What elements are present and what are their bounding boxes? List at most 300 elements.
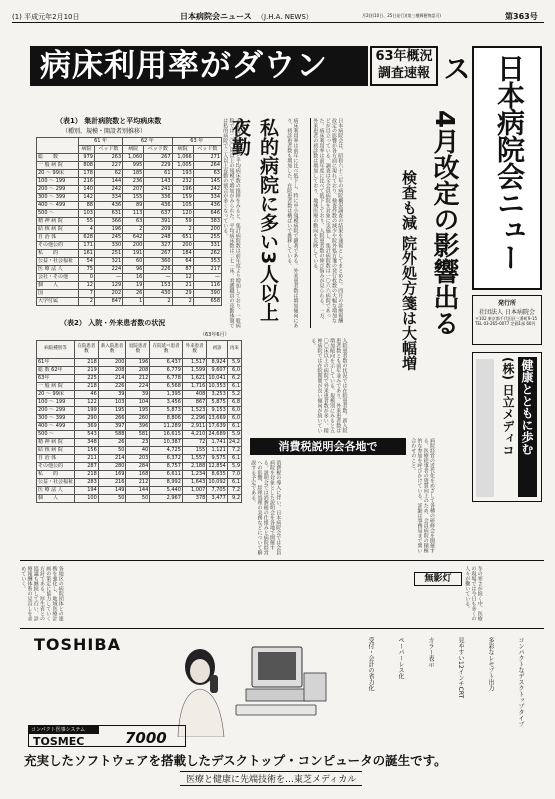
table2-row-label: 63年 <box>37 375 75 383</box>
table2-cell: 16,615 <box>150 431 183 439</box>
desktop-computer-icon <box>230 643 330 723</box>
table1-cell: 2 <box>144 298 172 306</box>
table1-year-62: 62 年 <box>123 138 172 146</box>
table1-cell: 113 <box>123 210 144 218</box>
table1-cell: 262 <box>193 250 221 258</box>
table1-cell: 96 <box>123 266 144 274</box>
table2-row-label: 個 人 <box>37 495 75 503</box>
table1-cell: 226 <box>144 266 172 274</box>
table2-cell: 156 <box>75 447 99 455</box>
tax-headline: 消費税説明会各地で <box>278 440 378 453</box>
table2-row-label: 結 核 病 院 <box>37 447 75 455</box>
table1-cell: 229 <box>144 162 172 170</box>
table2-cell: 6,0 <box>227 415 241 423</box>
table2-cell: 581 <box>126 431 150 439</box>
table2-row <box>37 415 242 423</box>
table2-row-label: 私 的 <box>37 471 75 479</box>
table1-cell: 202 <box>94 290 122 298</box>
table2-cell: 46 <box>75 391 99 399</box>
toshiba-ad <box>20 628 544 786</box>
table1-cell: 236 <box>123 178 144 186</box>
table2-cell: 10,387 <box>150 439 183 447</box>
table1-cell: 642 <box>123 234 144 242</box>
paper-name: 日本病院会ニュース <box>180 12 252 21</box>
table2-cell: 9,2 <box>227 495 241 503</box>
table1-cell: 2 <box>123 226 144 234</box>
table2-cell: 287 <box>75 463 99 471</box>
table2-cell: 149 <box>98 487 126 495</box>
main-subhead: 検査も減 院外処方箋は大幅増 <box>400 170 418 371</box>
table2-cell: 2,188 <box>182 463 206 471</box>
table1-cell: 2 <box>172 226 193 234</box>
table1-cell: — <box>193 274 221 282</box>
table2-cell: 9,607 <box>207 367 228 375</box>
table1-cell: 63 <box>193 170 221 178</box>
lead-banner-text: 病床利用率がダウン <box>40 48 328 84</box>
computer-illustration <box>230 643 330 723</box>
table1-cell: 631 <box>94 210 122 218</box>
table2-cell: 1,621 <box>182 375 206 383</box>
table1-cell: 200 <box>123 242 144 250</box>
table1-row-label: 300 ～ 399 <box>37 194 79 202</box>
table1-cell: 391 <box>144 218 172 226</box>
table1-cell: 140 <box>79 186 95 194</box>
table2-col-header: 在院患者数 <box>75 341 99 359</box>
table1-cell: 267 <box>144 154 172 162</box>
table1-row <box>37 250 222 258</box>
table2-cell: 5,2 <box>227 391 241 399</box>
table1-cell: 271 <box>193 154 221 162</box>
bottom-body-text: 各地区の病院団体との連携を強化し、地域医療計画の策定に協力していく方針である。厚生省との協議も継続して行い、診療報酬体系の見直しを求めていく。 <box>20 566 64 621</box>
table1-cell: 142 <box>79 194 95 202</box>
table2-cell: 7,2 <box>227 487 241 495</box>
table2-cell: 212 <box>126 375 150 383</box>
feature-item: 見やすい12インチCRT <box>457 637 464 699</box>
table2-cell: 216 <box>98 479 126 487</box>
table2-row <box>37 375 242 383</box>
table2-row <box>37 447 242 455</box>
table1-row-label: 400 ～ 499 <box>37 202 79 210</box>
table2-row-label: 医 療 法 人 <box>37 487 75 495</box>
table1-cell: 209 <box>144 226 172 234</box>
table1-cell: 847 <box>94 298 122 306</box>
table2-col-header: 外来患者数 <box>182 341 206 359</box>
table2-row-label: その他公的 <box>37 463 75 471</box>
table2-cell: 9,575 <box>207 455 228 463</box>
table2-row <box>37 463 242 471</box>
table1-cell: 255 <box>193 234 221 242</box>
table2-cell: 225 <box>75 375 99 383</box>
table2-cell: 12,854 <box>208 463 226 469</box>
table2-cell: 6,568 <box>150 383 183 391</box>
table1-cell: 19 <box>123 282 144 290</box>
page-date: (1) 平成元年2月10日 <box>12 13 80 21</box>
table2-cell: 6,1 <box>227 383 241 391</box>
column-title-box <box>414 572 462 586</box>
table2-cell: 11,289 <box>150 423 183 431</box>
table1-cell: 334 <box>193 194 221 202</box>
table1-row-label: 500 ～ <box>37 210 79 218</box>
table1-cell: 4 <box>79 226 95 234</box>
table2-row-label: 100 ～ 199 <box>37 399 75 407</box>
table2-row-label: 200 ～ 299 <box>37 407 75 415</box>
table2-cell: 6,0 <box>227 407 241 415</box>
table2-row <box>37 367 242 375</box>
table2-row <box>37 359 242 367</box>
table1-row <box>37 210 222 218</box>
table2-row <box>37 407 242 415</box>
table1-cell: 360 <box>144 258 172 266</box>
feature-item: 多彩なレセプト出力 <box>487 637 494 691</box>
table1-cell: 145 <box>193 178 221 186</box>
toshiba-headline: 充実したソフトウェアを搭載したデスクトップ・コンピュータの誕生です。 <box>24 753 447 768</box>
toshiba-brand: TOSHIBA <box>34 635 121 654</box>
publisher-name: 社団法人 日本病院会 <box>479 309 535 316</box>
table1-cell: 191 <box>123 250 144 258</box>
table2-row <box>37 391 242 399</box>
table1-col-header: ベッド数 <box>94 146 122 154</box>
table1-row <box>37 258 222 266</box>
feature-item: ペーパーレス化 <box>397 637 404 679</box>
table1-cell: 2 <box>79 298 95 306</box>
table1-cell: 646 <box>193 210 221 218</box>
table1-row <box>37 266 222 274</box>
table1-row <box>37 162 222 170</box>
table1-cell: 232 <box>172 178 193 186</box>
table1-cell: 161 <box>79 250 95 258</box>
table1-cell: 334 <box>94 194 122 202</box>
publisher-box <box>472 295 542 345</box>
table1-cell: 1 <box>123 298 144 306</box>
table2-row <box>37 455 242 463</box>
table2-cell: 3,477 <box>207 495 228 503</box>
table1-row <box>37 154 222 162</box>
table2-cell: 396 <box>126 423 150 431</box>
table2-row-label: 公益・社会福祉 <box>38 479 74 485</box>
table2-cell: 5,873 <box>150 407 183 415</box>
table1-cell: 62 <box>94 170 122 178</box>
tax-body-text: 消費税の導入に伴い、日本病院会では会員病院を対象とした説明会を各地で開催する。説明会では消費税の仕組みと病院経営への影響、経理処理の実務などについて解説する予定である。 <box>250 460 282 555</box>
table1-col-header: 病院 <box>79 146 95 154</box>
table2-cell: 6,8 <box>227 399 241 407</box>
table2-cell: 218 <box>75 471 99 479</box>
table1-cell: 12 <box>172 274 193 282</box>
table2-cell: 397 <box>98 423 126 431</box>
table2-cell: 1,643 <box>182 479 206 487</box>
lead-banner <box>30 46 368 86</box>
table2-row-label: 20 ～ 99床 <box>37 391 75 399</box>
table2-cell: 24,2 <box>228 439 240 445</box>
table1-row-label: 個 人 <box>37 282 79 290</box>
table2-note: （63年6月） <box>200 332 230 338</box>
table2-cell: 155 <box>182 447 206 455</box>
table2-cell: 1,234 <box>182 471 206 479</box>
feature-item: コンパクトなデスクトップタイプ <box>517 637 524 727</box>
table2-cell: 7,705 <box>207 487 228 495</box>
table2-cell: 1,716 <box>182 383 206 391</box>
table1-cell: 353 <box>193 258 221 266</box>
table1-cell: 159 <box>172 194 193 202</box>
table1-cell: 227 <box>94 162 122 170</box>
table2-col-header: 初診 <box>207 341 228 359</box>
table2 <box>36 340 242 503</box>
table2-cell: 6,437 <box>150 359 183 367</box>
table1-cell: 808 <box>79 162 95 170</box>
table1-row <box>37 194 222 202</box>
table2-col-header: 退院患者数 <box>126 341 150 359</box>
table2-cell: 214 <box>98 375 126 383</box>
table1-cell: 242 <box>94 186 122 194</box>
table2-cell: 39 <box>98 391 126 399</box>
table1-row <box>37 274 222 282</box>
table1-cell: 178 <box>79 170 95 178</box>
table2-cell: 17,639 <box>208 423 226 429</box>
lead-tag-line1: 63年概況 <box>375 49 433 64</box>
table1-cell: 120 <box>172 210 193 218</box>
table1-cell: 89 <box>123 202 144 210</box>
table1-cell: 390 <box>193 290 221 298</box>
table2-cell: 72 <box>182 439 206 447</box>
table2-cell: 10,353 <box>208 383 226 389</box>
table1-cell: 383 <box>193 218 221 226</box>
tax-headline-box <box>250 438 406 455</box>
table1-cell: 196 <box>172 186 193 194</box>
table2-cell: 13,669 <box>208 415 226 421</box>
table1-cell: 184 <box>172 250 193 258</box>
table2-cell: 1,395 <box>150 391 183 399</box>
table1-cell: 979 <box>79 154 95 162</box>
table1-cell: 637 <box>144 210 172 218</box>
main-body-text: 日本病院会は、昭和六十三年の病院概況調査の結果を速報としてまとめた。四月の診療報酬改定の影響が各方面に現れており、検査件数の減少や院外処方箋の発行枚数の大幅な増加などが目立っている。調査は全会員病院を対象に実施し、集計病院数は一〇六六病院であった。病床利用率は前年度に比べて低下しており、入院患者数の伸び悩みが見られる。一方、外来患者の初診数は増加しており、地域医療の動向を反映している。 <box>312 118 344 323</box>
table2-cell: 4,725 <box>150 447 183 455</box>
table2-cell: 10,041 <box>208 375 226 381</box>
table1-cell: 12 <box>79 282 95 290</box>
table1-cell: — <box>144 274 172 282</box>
table2-row-label: 自 治 体 <box>37 455 75 463</box>
table2-cell: 50 <box>98 495 126 503</box>
table2-col-header: 再来 <box>227 341 241 359</box>
table2-cell: 8,924 <box>207 359 228 367</box>
table1-cell: 241 <box>144 186 172 194</box>
table1-cell: 366 <box>94 218 122 226</box>
table1-cell: 263 <box>94 154 122 162</box>
table2-cell: 5,440 <box>150 487 183 495</box>
table2-cell: 348 <box>75 439 99 447</box>
table2-cell: 1,121 <box>207 447 228 455</box>
table2-cell: 8,757 <box>150 463 183 471</box>
table2-row <box>37 423 242 431</box>
table2-cell: 6,372 <box>150 455 183 463</box>
table2-cell: 196 <box>126 359 150 367</box>
table1-cell: 103 <box>79 210 95 218</box>
table2-row-label: 総 数 62年 <box>37 367 75 375</box>
table2-cell: 1,517 <box>182 359 206 367</box>
table1-year-61: 61 年 <box>79 138 123 146</box>
table2-cell: 8,635 <box>207 471 228 479</box>
table1-cell: 153 <box>144 282 172 290</box>
issue-info: 月2回(10日、25日発行)(第三種郵便物認可) <box>362 13 441 18</box>
table2-row <box>37 479 242 487</box>
table1-row-label: 20 ～ 99床 <box>37 170 79 178</box>
table2-title: （表2） 入院・外来患者数の状況 <box>60 319 166 327</box>
right-body-text: 病院経営の近代化をめざして各種の研修会を開催する。医療従事者の資質向上のため、会員病院の積極的な参加を呼びかけている。詳細は事務局まで問い合わせのこと。 <box>410 438 435 553</box>
table2-cell: 211 <box>75 455 99 463</box>
table2-cell: 50 <box>98 447 126 455</box>
table2-row <box>37 439 242 447</box>
table1-row-label: 総 数 <box>37 154 79 162</box>
table2-cell: 6,1 <box>227 455 241 463</box>
table1-cell: 0 <box>79 274 95 282</box>
table2-cell: 26 <box>98 439 126 447</box>
table1-row-label: 私 的 <box>37 250 79 258</box>
column-title: 無影灯 <box>424 574 452 584</box>
table1-cell: 436 <box>144 202 172 210</box>
table2-cell: 266 <box>98 415 126 423</box>
table1-cell: 217 <box>193 266 221 274</box>
table1-row-label: 会社・その他 <box>37 274 79 282</box>
product-number: 7000 <box>125 729 167 747</box>
table2-cell: 378 <box>182 495 206 503</box>
table2-cell: 260 <box>126 415 150 423</box>
table2-cell: 6,2 <box>227 375 241 383</box>
table2-cell: 8,806 <box>150 415 183 423</box>
table1-cell: 105 <box>172 202 193 210</box>
table2-cell: 6,1 <box>227 479 241 487</box>
table2-cell: 1,523 <box>182 407 206 415</box>
feature-item: カラー表示 <box>427 637 434 667</box>
table1-cell: 216 <box>79 178 95 186</box>
table2-cell: 867 <box>182 399 206 407</box>
lead-tag-line2: 調査速報 <box>377 66 430 81</box>
table1-cell: 628 <box>79 234 95 242</box>
table1-cell: 248 <box>144 234 172 242</box>
table1-cell: 59 <box>172 218 193 226</box>
table1-row <box>37 234 222 242</box>
table1-cell: 55 <box>79 218 95 226</box>
table1-cell: 116 <box>193 282 221 290</box>
table1-col-header: ベッド数 <box>144 146 172 154</box>
lead-tag <box>370 46 438 86</box>
table2-cell: 195 <box>98 407 126 415</box>
table1-cell: 327 <box>144 242 172 250</box>
table2-row-label: 精 神 病 院 <box>37 439 75 447</box>
table2-cell: 6,611 <box>150 471 183 479</box>
hitachi-tagline: 健康とともに歩む <box>518 357 537 497</box>
publisher-label: 発行所 <box>497 300 516 307</box>
table1-row-label: 大学付属 <box>37 298 79 306</box>
table1-cell: 658 <box>193 298 221 306</box>
table2-cell: 218 <box>75 383 99 391</box>
table2-row-label: 61年 <box>37 359 75 367</box>
table1-cell: 2 <box>172 298 193 306</box>
table1-cell: 129 <box>94 282 122 290</box>
table2-cell: 543 <box>75 431 99 439</box>
table2-cell: 7,2 <box>227 447 241 455</box>
table2-cell: 280 <box>98 463 126 471</box>
toshiba-footer: 医療と健康に先端技術を…東芝メディカル <box>180 771 362 786</box>
table2-cell: 1,557 <box>182 455 206 463</box>
table1-row-label: 100 ～ 199 <box>37 178 79 186</box>
table2-cell: 199 <box>75 407 99 415</box>
column-body-text: 冬の寒さが続く中、医療の現場では今日も多くの人々が働いている。 <box>464 566 483 621</box>
table2-cell: 2,911 <box>182 423 206 431</box>
table1-row-label: 国 <box>37 290 79 298</box>
table1-cell: 16 <box>123 274 144 282</box>
product-badge <box>28 725 186 747</box>
table2-cell: 3,456 <box>150 399 183 407</box>
product-label: コンパクト医事システム <box>29 726 99 734</box>
table1-cell: 267 <box>144 250 172 258</box>
table1-cell: 207 <box>123 186 144 194</box>
table2-row-label: 400 ～ 499 <box>37 423 75 431</box>
table1-row <box>37 242 222 250</box>
table2-cell: 23 <box>126 439 150 447</box>
table2-cell: 369 <box>75 423 99 431</box>
table2-cell: 6,778 <box>150 375 183 383</box>
table2-cell: 290 <box>75 415 99 423</box>
table2-cell: 100 <box>75 495 99 503</box>
table1-cell: 436 <box>193 202 221 210</box>
table1-cell: 264 <box>193 162 221 170</box>
table1-cell: 63 <box>123 218 144 226</box>
table2-cell: 208 <box>126 367 150 375</box>
table1-cell: 60 <box>123 258 144 266</box>
table1-cell: 330 <box>94 242 122 250</box>
table2-cell: 8,992 <box>150 479 183 487</box>
table2-cell: 218 <box>75 359 99 367</box>
feature-item: 受付・会計の省力化 <box>367 637 374 691</box>
table2-cell: 203 <box>126 455 150 463</box>
table2-cell: 50 <box>126 495 150 503</box>
table2-row <box>37 399 242 407</box>
table1-row-label: 一 般 病 院 <box>37 162 79 170</box>
table1-cell: — <box>94 274 122 282</box>
product-name: TOSMEC <box>33 735 85 748</box>
table2-cell: 103 <box>98 399 126 407</box>
table2-cell: 4,210 <box>182 431 206 439</box>
table2-cell: 5,875 <box>207 399 228 407</box>
lead-body-text-2: 病床利用率は前年に比べ低下し、特に中小規模病院で顕著である。外来患者数は増加傾向にあり、初診患者数も増加した。在院患者数は横ばいで推移している。 <box>286 118 299 328</box>
table1-cell: 75 <box>79 266 95 274</box>
issue-number: 第363号 <box>505 12 538 21</box>
table1-cell: 155 <box>123 194 144 202</box>
table2-cell: 122 <box>75 399 99 407</box>
table1-cell: 144 <box>94 178 122 186</box>
table2-cell: 6,1 <box>227 423 241 431</box>
table1-cell: 1,060 <box>123 154 144 162</box>
table2-cell: 40 <box>126 447 150 455</box>
table1-row <box>37 290 222 298</box>
table2-cell: 168 <box>126 471 150 479</box>
table2-cell: 6,0 <box>227 367 241 375</box>
table2-row-label: 一 般 病 院 <box>37 383 75 391</box>
table1-row <box>37 202 222 210</box>
table2-cell: 9,153 <box>207 407 228 415</box>
table2-col-header: 新入院患者数 <box>98 341 126 359</box>
table2-cell: 283 <box>75 479 99 487</box>
table2-cell: 1,599 <box>182 367 206 375</box>
table1-row <box>37 226 222 234</box>
table2-cell: 408 <box>182 391 206 399</box>
table2-row-label: 500 ～ <box>37 431 75 439</box>
table2-cell: 214 <box>98 455 126 463</box>
table2-row <box>37 471 242 479</box>
table2-cell: 2,296 <box>182 415 206 423</box>
table2-row-label: 300 ～ 399 <box>37 415 75 423</box>
table2-cell: 24,689 <box>208 431 226 437</box>
table2-cell: 200 <box>98 359 126 367</box>
table2-row <box>37 487 242 495</box>
